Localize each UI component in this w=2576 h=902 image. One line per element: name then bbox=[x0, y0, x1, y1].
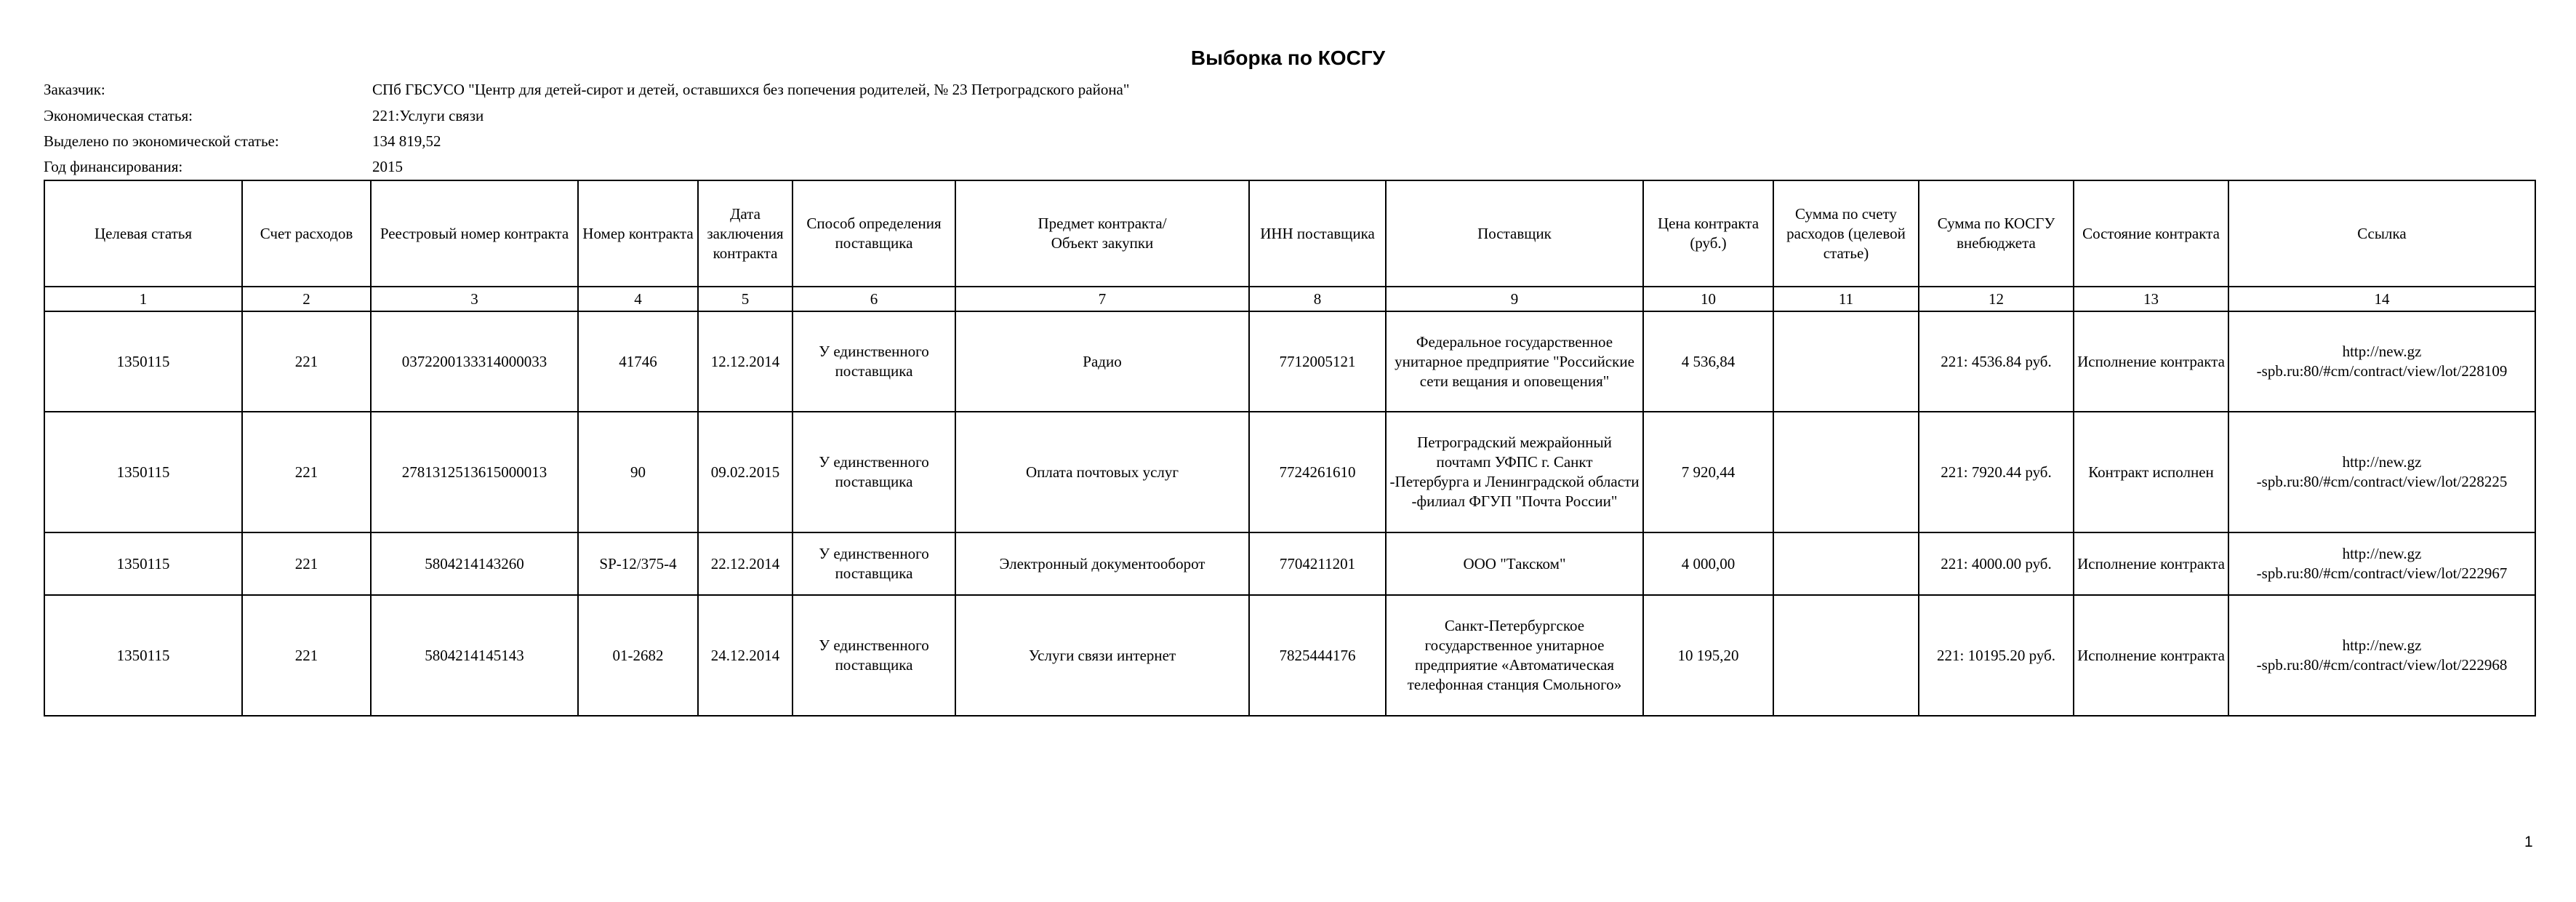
header-cell: Реестровый номер контракта bbox=[371, 180, 578, 287]
expense-sum-cell bbox=[1773, 595, 1919, 716]
contract-price-cell: 4 536,84 bbox=[1643, 311, 1773, 412]
column-number: 1 bbox=[44, 287, 242, 311]
meta-value: СПб ГБСУСО "Центр для детей-сирот и детей, оставшихся без попечения родителей, № 23 Петроградского района" bbox=[372, 81, 1130, 98]
contract-subject-cell: Услуги связи интернет bbox=[955, 595, 1249, 716]
report-title: Выборка по КОСГУ bbox=[1190, 47, 1386, 69]
header-cell: Предмет контракта/ Объект закупки bbox=[955, 180, 1249, 287]
supplier-method-cell: У единственного поставщика bbox=[793, 532, 955, 595]
column-number: 8 bbox=[1249, 287, 1386, 311]
header-cell: Состояние контракта bbox=[2074, 180, 2228, 287]
header-cell: Ссылка bbox=[2228, 180, 2535, 287]
contract-subject-cell: Электронный документооборот bbox=[955, 532, 1249, 595]
target-article-cell: 1350115 bbox=[44, 532, 242, 595]
contract-status-cell: Исполнение контракта bbox=[2074, 532, 2228, 595]
link-cell: http://new.gz -spb.ru:80/#cm/contract/view/lot/228225 bbox=[2228, 412, 2535, 532]
supplier-cell: Петроградский межрайонный почтамп УФПС г. Санкт -Петербурга и Ленинградской области -филиал ФГУП "Почта России" bbox=[1386, 412, 1643, 532]
header-cell: Сумма по КОСГУ внебюджета bbox=[1919, 180, 2074, 287]
supplier-inn-cell: 7712005121 bbox=[1249, 311, 1386, 412]
expense-sum-cell bbox=[1773, 532, 1919, 595]
registry-number-cell: 0372200133314000033 bbox=[371, 311, 578, 412]
contract-date-cell: 09.02.2015 bbox=[698, 412, 793, 532]
column-number-row bbox=[44, 287, 2535, 311]
header-cell: Дата заключения контракта bbox=[698, 180, 793, 287]
contract-status-cell: Контракт исполнен bbox=[2074, 412, 2228, 532]
supplier-inn-cell: 7704211201 bbox=[1249, 532, 1386, 595]
supplier-method-cell: У единственного поставщика bbox=[793, 412, 955, 532]
table-row bbox=[44, 412, 2535, 532]
header-cell: Поставщик bbox=[1386, 180, 1643, 287]
contract-subject-cell: Радио bbox=[955, 311, 1249, 412]
expense-account-cell: 221 bbox=[242, 311, 371, 412]
contract-number-cell: 90 bbox=[578, 412, 698, 532]
expense-account-cell: 221 bbox=[242, 532, 371, 595]
registry-number-cell: 2781312513615000013 bbox=[371, 412, 578, 532]
meta-label: Экономическая статья: bbox=[44, 107, 193, 124]
meta-value: 2015 bbox=[372, 158, 403, 175]
target-article-cell: 1350115 bbox=[44, 595, 242, 716]
column-number: 4 bbox=[578, 287, 698, 311]
contract-number-cell: 01-2682 bbox=[578, 595, 698, 716]
contract-number-cell: SP-12/375-4 bbox=[578, 532, 698, 595]
meta-value: 221:Услуги связи bbox=[372, 107, 484, 124]
meta-label: Год финансирования: bbox=[44, 158, 183, 175]
contract-number-cell: 41746 bbox=[578, 311, 698, 412]
supplier-method-cell: У единственного поставщика bbox=[793, 311, 955, 412]
header-cell: Номер контракта bbox=[578, 180, 698, 287]
header-cell: Целевая статья bbox=[44, 180, 242, 287]
header-cell: Счет расходов bbox=[242, 180, 371, 287]
expense-sum-cell bbox=[1773, 311, 1919, 412]
expense-account-cell: 221 bbox=[242, 412, 371, 532]
target-article-cell: 1350115 bbox=[44, 412, 242, 532]
column-number: 5 bbox=[698, 287, 793, 311]
supplier-method-cell: У единственного поставщика bbox=[793, 595, 955, 716]
link-cell: http://new.gz -spb.ru:80/#cm/contract/view/lot/228109 bbox=[2228, 311, 2535, 412]
column-number: 14 bbox=[2228, 287, 2535, 311]
column-number: 7 bbox=[955, 287, 1249, 311]
table-row bbox=[44, 595, 2535, 716]
expense-account-cell: 221 bbox=[242, 595, 371, 716]
contract-price-cell: 10 195,20 bbox=[1643, 595, 1773, 716]
table-row bbox=[44, 532, 2535, 595]
column-number: 10 bbox=[1643, 287, 1773, 311]
supplier-cell: Федеральное государственное унитарное предприятие "Российские сети вещания и оповещения" bbox=[1386, 311, 1643, 412]
column-number: 11 bbox=[1773, 287, 1919, 311]
supplier-cell: ООО "Такском" bbox=[1386, 532, 1643, 595]
contract-status-cell: Исполнение контракта bbox=[2074, 595, 2228, 716]
kosgu-sum-cell: 221: 4536.84 руб. bbox=[1919, 311, 2074, 412]
registry-number-cell: 5804214145143 bbox=[371, 595, 578, 716]
column-number: 6 bbox=[793, 287, 955, 311]
supplier-inn-cell: 7724261610 bbox=[1249, 412, 1386, 532]
column-number: 12 bbox=[1919, 287, 2074, 311]
link-cell: http://new.gz -spb.ru:80/#cm/contract/view/lot/222967 bbox=[2228, 532, 2535, 595]
meta-label: Заказчик: bbox=[44, 81, 105, 98]
column-number: 9 bbox=[1386, 287, 1643, 311]
kosgu-sum-cell: 221: 4000.00 руб. bbox=[1919, 532, 2074, 595]
header-cell: Способ определения поставщика bbox=[793, 180, 955, 287]
header-cell: Цена контракта (руб.) bbox=[1643, 180, 1773, 287]
contract-date-cell: 24.12.2014 bbox=[698, 595, 793, 716]
registry-number-cell: 5804214143260 bbox=[371, 532, 578, 595]
expense-sum-cell bbox=[1773, 412, 1919, 532]
table-row bbox=[44, 311, 2535, 412]
contract-date-cell: 12.12.2014 bbox=[698, 311, 793, 412]
contract-date-cell: 22.12.2014 bbox=[698, 532, 793, 595]
column-number: 2 bbox=[242, 287, 371, 311]
supplier-inn-cell: 7825444176 bbox=[1249, 595, 1386, 716]
contract-price-cell: 7 920,44 bbox=[1643, 412, 1773, 532]
column-number: 3 bbox=[371, 287, 578, 311]
page-number: 1 bbox=[2524, 834, 2533, 850]
header-cell: Сумма по счету расходов (целевой статье) bbox=[1773, 180, 1919, 287]
link-cell: http://new.gz -spb.ru:80/#cm/contract/view/lot/222968 bbox=[2228, 595, 2535, 716]
kosgu-sum-cell: 221: 7920.44 руб. bbox=[1919, 412, 2074, 532]
meta-label: Выделено по экономической статье: bbox=[44, 132, 279, 150]
kosgu-sum-cell: 221: 10195.20 руб. bbox=[1919, 595, 2074, 716]
supplier-cell: Санкт-Петербургское государственное унитарное предприятие «Автоматическая телефонная станция Смольного» bbox=[1386, 595, 1643, 716]
contract-price-cell: 4 000,00 bbox=[1643, 532, 1773, 595]
column-number: 13 bbox=[2074, 287, 2228, 311]
meta-value: 134 819,52 bbox=[372, 132, 441, 150]
contract-subject-cell: Оплата почтовых услуг bbox=[955, 412, 1249, 532]
header-cell: ИНН поставщика bbox=[1249, 180, 1386, 287]
contracts-table bbox=[44, 180, 2536, 717]
contract-status-cell: Исполнение контракта bbox=[2074, 311, 2228, 412]
target-article-cell: 1350115 bbox=[44, 311, 242, 412]
header-row bbox=[44, 180, 2535, 287]
